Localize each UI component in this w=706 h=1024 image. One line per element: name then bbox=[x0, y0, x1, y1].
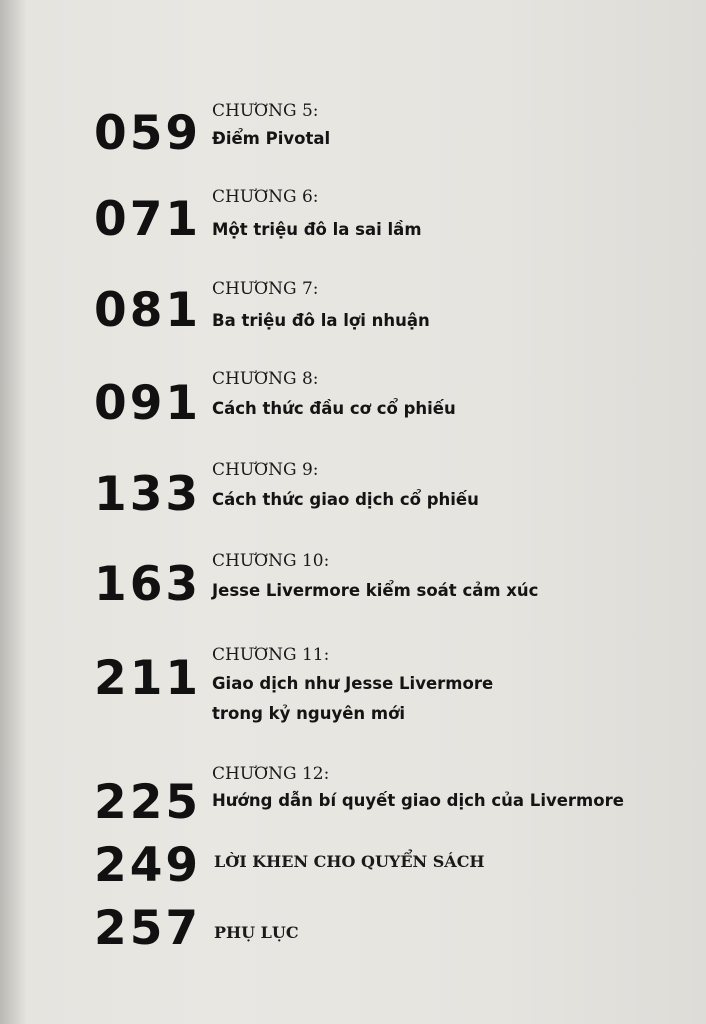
page-number: 133 bbox=[94, 467, 202, 522]
page-number: 257 bbox=[94, 901, 202, 956]
chapter-label: CHƯƠNG 6: bbox=[212, 187, 319, 207]
chapter-label: CHƯƠNG 9: bbox=[212, 460, 319, 480]
chapter-title: Cách thức giao dịch cổ phiếu bbox=[212, 490, 479, 509]
chapter-label: CHƯƠNG 11: bbox=[212, 645, 330, 665]
page-number: 163 bbox=[94, 557, 202, 612]
chapter-title: Điểm Pivotal bbox=[212, 129, 331, 148]
chapter-title: Cách thức đầu cơ cổ phiếu bbox=[212, 399, 456, 418]
chapter-title-line-2: trong kỷ nguyên mới bbox=[212, 704, 406, 723]
page-number: 081 bbox=[94, 283, 202, 338]
section-title: LỜI KHEN CHO QUYỂN SÁCH bbox=[214, 852, 485, 871]
chapter-label: CHƯƠNG 10: bbox=[212, 551, 330, 571]
page-number: 071 bbox=[94, 192, 202, 247]
chapter-label: CHƯƠNG 8: bbox=[212, 369, 319, 389]
chapter-label: CHƯƠNG 5: bbox=[212, 101, 319, 121]
chapter-title: Giao dịch như Jesse Livermore bbox=[212, 674, 494, 693]
page-number: 059 bbox=[94, 106, 202, 161]
chapter-title: Hướng dẫn bí quyết giao dịch của Livermore bbox=[212, 791, 624, 810]
page-number: 211 bbox=[94, 651, 202, 706]
chapter-title: Ba triệu đô la lợi nhuận bbox=[212, 311, 430, 330]
chapter-label: CHƯƠNG 7: bbox=[212, 279, 319, 299]
section-title: PHỤ LỤC bbox=[214, 923, 299, 942]
page-number: 091 bbox=[94, 376, 202, 431]
chapter-label: CHƯƠNG 12: bbox=[212, 764, 330, 784]
page-number: 249 bbox=[94, 838, 202, 893]
page-gutter-shadow bbox=[0, 0, 26, 1024]
page-number: 225 bbox=[94, 775, 202, 830]
chapter-title: Jesse Livermore kiểm soát cảm xúc bbox=[212, 581, 539, 600]
chapter-title: Một triệu đô la sai lầm bbox=[212, 220, 422, 239]
